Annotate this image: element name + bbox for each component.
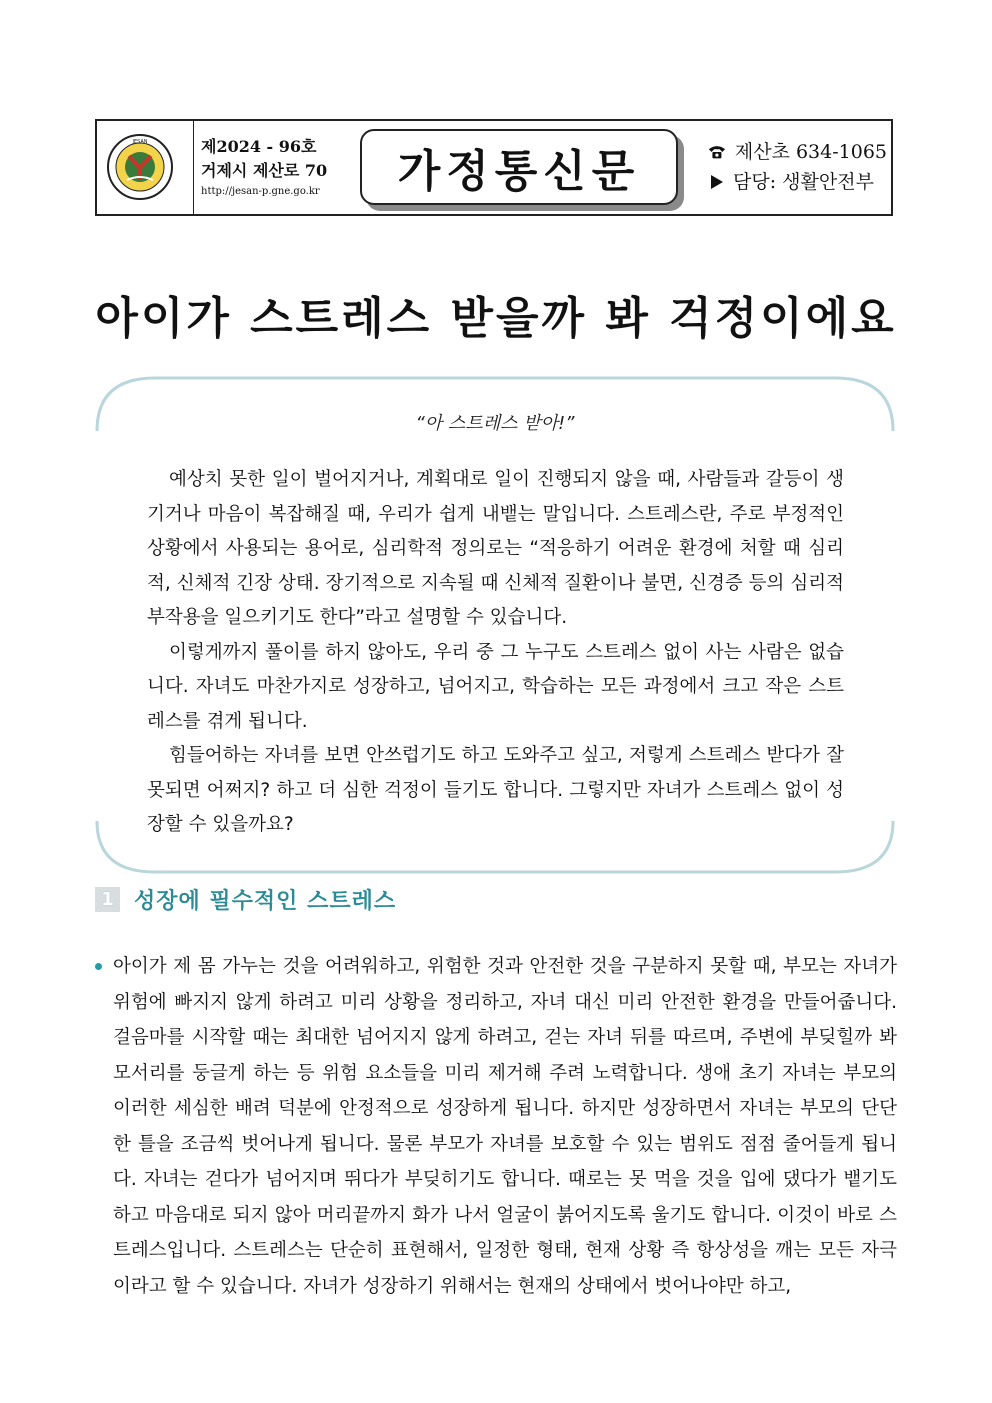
svg-text:JESAN: JESAN <box>132 139 148 145</box>
section-title: 성장에 필수적인 스트레스 <box>134 889 397 914</box>
issue-number: 제2024 - 96호 <box>201 137 317 156</box>
bullet-dot-icon <box>95 963 102 970</box>
newsletter-header <box>95 119 893 216</box>
school-url[interactable]: http://jesan-p.gne.go.kr <box>201 186 320 197</box>
intro-paragraph: 예상치 못한 일이 벌어지거나, 계획대로 일이 진행되지 않을 때, 사람들과 갈등이 생기거나 마음이 복잡해질 때, 우리가 쉽게 내뱉는 말입니다. 스트레스란, 주로 부정적인 상황에서 사용되는 용어로, 심리학적 정의로는 “적응하기 어려운 환경에 처할 때 심리적, 신체적 긴장 상태. 장기적으로 지속될 때 신체적 질환이나 불면, 신경증 등의 심리적 부작용을 일으키기도 한다”라고 설명할 수 있습니다. <box>147 469 844 628</box>
title-box <box>360 129 678 205</box>
intro-body <box>147 463 844 843</box>
triangle-arrow-icon <box>711 175 723 189</box>
manager-line <box>707 167 887 197</box>
title-frame <box>360 129 678 205</box>
manager-department: 담당: 생활안전부 <box>733 171 874 193</box>
main-headline: 아이가 스트레스 받을까 봐 걱정이에요 <box>95 293 897 344</box>
bullet-text: 아이가 제 몸 가누는 것을 어려워하고, 위험한 것과 안전한 것을 구분하지 못할 때, 부모는 자녀가 위험에 빠지지 않게 하려고 미리 상황을 정리하고, 자녀 대신 미리 안전한 환경을 만들어줍니다. 걸음마를 시작할 때는 최대한 넘어지지 않게 하려고, 걷는 자녀 뒤를 따르며, 주변에 부딪힐까 봐 모서리를 둥글게 하는 등 위험 요소들을 미리 제거해 주려 노력합니다. 생애 초기 자녀는 부모의 이러한 세심한 배려 덕분에 안정적으로 성장하게 됩니다. 하지만 성장하면서 자녀는 부모의 단단한 틀을 조금씩 벗어나게 됩니다. 물론 부모가 자녀를 보호할 수 있는 범위도 점점 줄어들게 됩니다. 자녀는 걷다가 넘어지며 뛰다가 부딪히기도 합니다. 때로는 못 먹을 것을 입에 댔다가 뱉기도 하고 마음대로 되지 않아 머리끝까지 화가 나서 얼굴이 붉어지도록 울기도 합니다. 이것이 바로 스트레스입니다. 스트레스는 단순히 표현해서, 일정한 형태, 현재 상황 즉 항상성을 깨는 모든 자극이라고 할 수 있습니다. 자녀가 성장하기 위해서는 현재의 상태에서 벗어나야만 하고, <box>113 956 897 1297</box>
section-number-badge: 1 <box>95 887 120 912</box>
school-address: 거제시 제산로 70 <box>201 161 328 180</box>
newsletter-title: 가정통신문 <box>397 146 641 197</box>
phone-line <box>707 137 887 167</box>
intro-quote: “아 스트레스 받아!” <box>415 413 575 434</box>
phone-icon <box>707 143 727 161</box>
intro-paragraph: 힘들어하는 자녀를 보면 안쓰럽기도 하고 도와주고 싶고, 저렇게 스트레스 받다가 잘못되면 어쩌지? 하고 더 심한 걱정이 들기도 합니다. 그렇지만 자녀가 스트레스 없이 성장할 수 있을까요? <box>147 745 844 835</box>
logo-cell <box>97 121 194 214</box>
school-logo <box>107 134 173 200</box>
phone-number: 제산초 634-1065 <box>734 141 887 163</box>
issue-info <box>201 135 361 201</box>
bullet-item <box>95 949 897 1304</box>
contact-info <box>707 137 887 197</box>
section-heading <box>95 884 396 915</box>
intro-box <box>95 376 895 874</box>
intro-paragraph: 이렇게까지 풀이를 하지 않아도, 우리 중 그 누구도 스트레스 없이 사는 사람은 없습니다. 자녀도 마찬가지로 성장하고, 넘어지고, 학습하는 모든 과정에서 크고 작은 스트레스를 겪게 됩니다. <box>147 641 844 732</box>
